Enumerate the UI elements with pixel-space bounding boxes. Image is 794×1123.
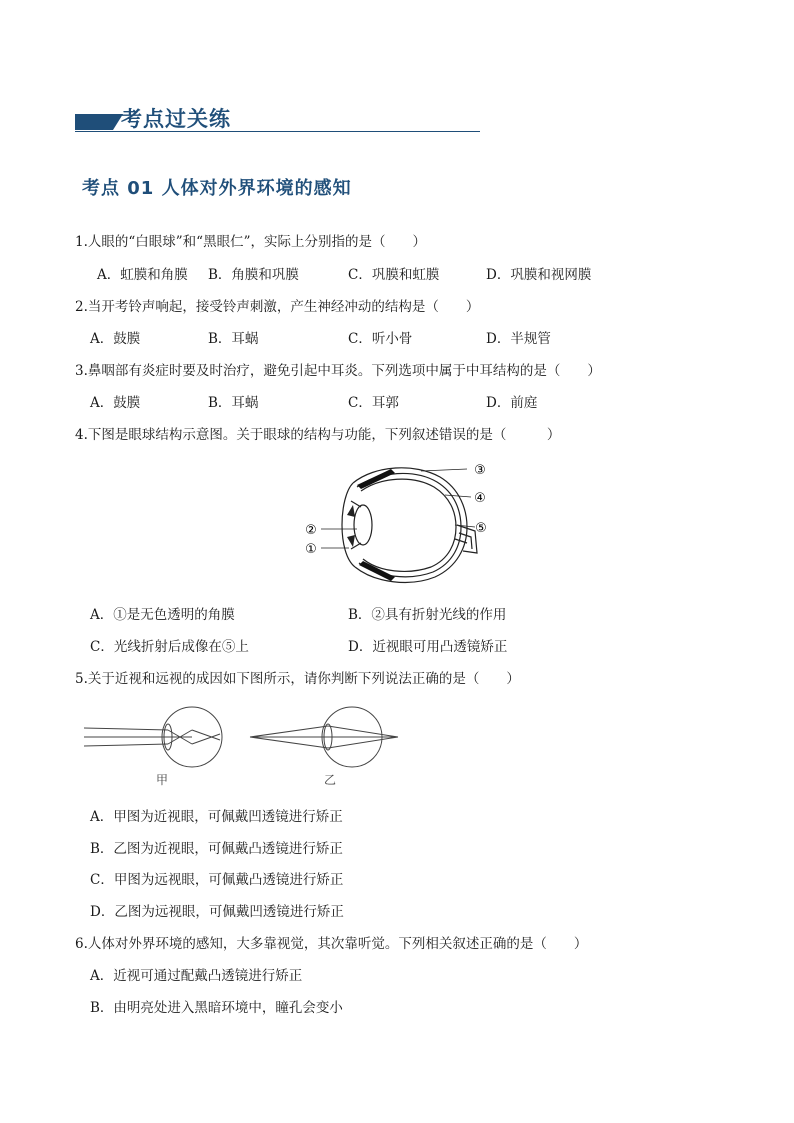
label-5: ⑤ [475, 521, 487, 536]
question-6-stem: 6.人体对外界环境的感知，大多靠视觉，其次靠听觉。下列相关叙述正确的是（ ） [75, 936, 588, 952]
q3-option-d[interactable]: D．前庭 [486, 395, 538, 411]
q5-option-a[interactable]: A．甲图为近视眼，可佩戴凹透镜进行矫正 [90, 809, 343, 825]
q4-option-b[interactable]: B．②具有折射光线的作用 [348, 607, 507, 623]
banner-rule [75, 131, 480, 132]
label-4: ④ [474, 491, 486, 506]
label-2: ② [305, 523, 317, 538]
question-5-stem: 5.关于近视和远视的成因如下图所示，请你判断下列说法正确的是（ ） [75, 671, 520, 687]
figure-yi-label: 乙 [324, 773, 337, 787]
lens [354, 505, 372, 545]
q5-option-b[interactable]: B．乙图为近视眼，可佩戴凸透镜进行矫正 [90, 841, 343, 857]
q1-option-d[interactable]: D．巩膜和视网膜 [486, 267, 592, 283]
question-4-stem: 4.下图是眼球结构示意图。关于眼球的结构与功能，下列叙述错误的是（ ） [75, 427, 561, 443]
label-1: ① [305, 542, 317, 557]
section-banner [75, 104, 480, 134]
upper-eyelid [357, 469, 395, 489]
q1-option-b[interactable]: B．角膜和巩膜 [208, 267, 299, 283]
cornea [342, 483, 355, 567]
q2-option-d[interactable]: D．半规管 [486, 331, 551, 347]
q4-option-c[interactable]: C．光线折射后成像在⑤上 [90, 639, 249, 655]
figure-yi [250, 707, 398, 767]
q6-option-a[interactable]: A．近视可通过配戴凸透镜进行矫正 [90, 968, 303, 984]
vision-defect-diagrams [82, 704, 402, 790]
q4-option-a[interactable]: A．①是无色透明的角膜 [90, 607, 235, 623]
q4-option-d[interactable]: D．近视眼可用凸透镜矫正 [348, 639, 508, 655]
question-2-stem: 2.当开考铃声响起，接受铃声刺激，产生神经冲动的结构是（ ） [75, 299, 480, 315]
q5-option-d[interactable]: D．乙图为远视眼，可佩戴凹透镜进行矫正 [90, 904, 344, 920]
question-3-stem: 3.鼻咽部有炎症时要及时治疗，避免引起中耳炎。下列选项中属于中耳结构的是（ ） [75, 363, 601, 379]
banner-title: 考点过关练 [121, 106, 231, 131]
section-title: 考点 01 人体对外界环境的感知 [82, 178, 352, 199]
eyeball-diagram [295, 455, 500, 595]
question-1-stem: 1.人眼的“白眼球”和“黑眼仁”，实际上分别指的是（ ） [75, 234, 426, 250]
q3-option-c[interactable]: C．耳郭 [348, 395, 399, 411]
q1-option-a[interactable]: A．虹膜和角膜 [97, 267, 188, 283]
q2-option-c[interactable]: C．听小骨 [348, 331, 413, 347]
q1-option-c[interactable]: C．巩膜和虹膜 [348, 267, 440, 283]
q6-option-b[interactable]: B．由明亮处进入黑暗环境中，瞳孔会变小 [90, 1000, 343, 1016]
q3-option-a[interactable]: A．鼓膜 [90, 395, 141, 411]
q2-option-b[interactable]: B．耳蜗 [208, 331, 259, 347]
label-3: ③ [474, 463, 486, 478]
figure-jia [84, 707, 222, 767]
banner-bar [75, 114, 113, 130]
figure-jia-label: 甲 [156, 773, 169, 787]
q2-option-a[interactable]: A．鼓膜 [90, 331, 141, 347]
q5-option-c[interactable]: C．甲图为远视眼，可佩戴凸透镜进行矫正 [90, 872, 344, 888]
q3-option-b[interactable]: B．耳蜗 [208, 395, 259, 411]
